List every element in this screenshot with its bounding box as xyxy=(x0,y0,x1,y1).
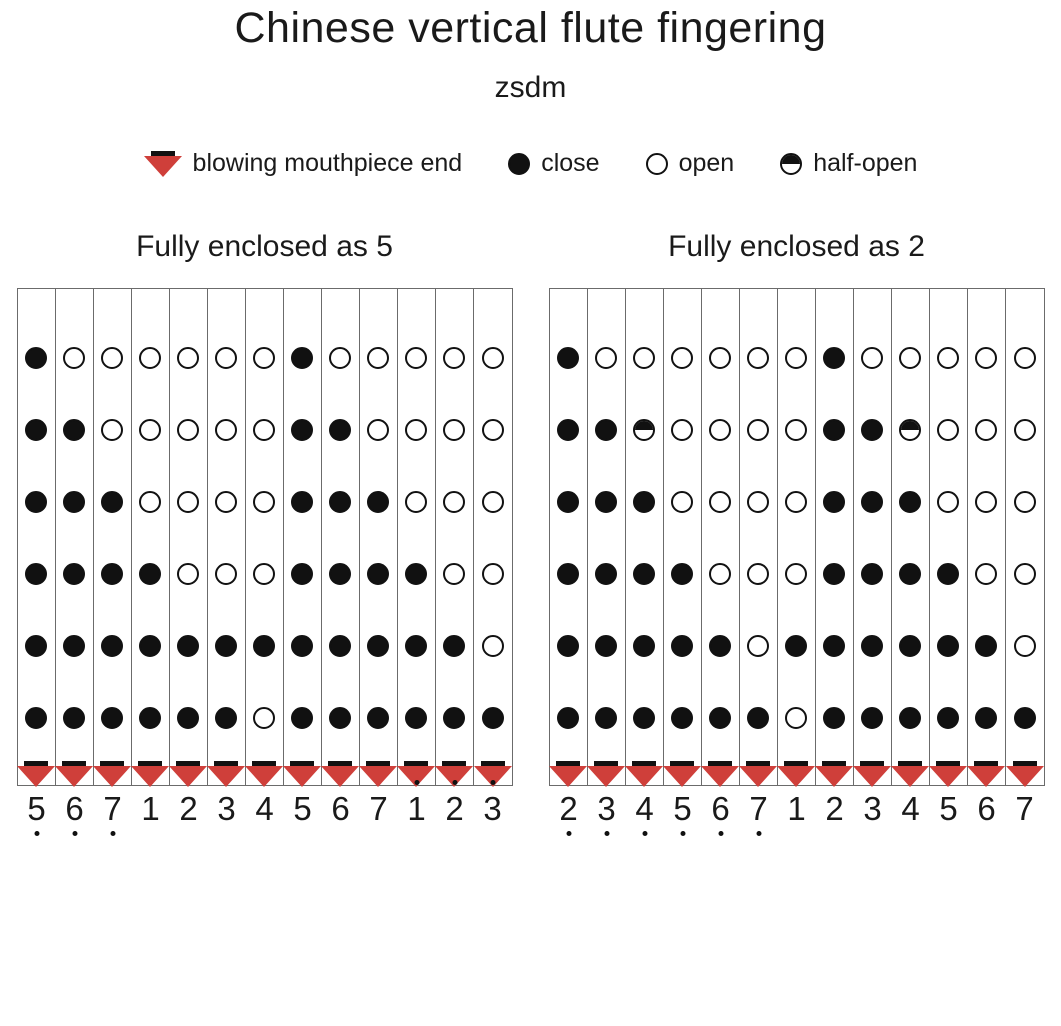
open-hole-icon xyxy=(443,563,465,585)
legend-item-close xyxy=(508,149,599,178)
fingering-column xyxy=(968,289,1006,785)
chart-title-left: Fully enclosed as 5 xyxy=(136,230,393,264)
open-hole-icon xyxy=(975,491,997,513)
legend xyxy=(0,149,1061,178)
open-hole-icon xyxy=(443,419,465,441)
open-hole-icon xyxy=(253,347,275,369)
hole-group xyxy=(785,301,807,761)
fingering-column xyxy=(550,289,588,785)
closed-hole-icon xyxy=(747,707,769,729)
closed-hole-icon xyxy=(25,707,47,729)
hole-group xyxy=(595,301,617,761)
note-label: 3 xyxy=(474,786,512,828)
note-label: 5 xyxy=(293,790,312,828)
open-hole-icon xyxy=(139,491,161,513)
fingering-column xyxy=(854,289,892,785)
fingering-column xyxy=(474,289,512,785)
legend-label-mouthpiece: blowing mouthpiece end xyxy=(192,149,463,178)
hole-group xyxy=(63,301,85,761)
note-label: 5 xyxy=(664,786,702,828)
mouthpiece-icon xyxy=(853,761,891,787)
hole-group xyxy=(139,301,161,761)
closed-hole-icon xyxy=(291,635,313,657)
open-hole-icon xyxy=(975,563,997,585)
open-hole-icon xyxy=(747,635,769,657)
open-hole-icon xyxy=(177,491,199,513)
open-hole-icon xyxy=(215,491,237,513)
closed-hole-icon xyxy=(329,635,351,657)
note-label: 3 xyxy=(863,790,882,828)
closed-hole-icon xyxy=(671,563,693,585)
octave-dot-below xyxy=(680,831,685,836)
fingering-column xyxy=(284,289,322,785)
open-hole-icon xyxy=(482,635,504,657)
fingering-column xyxy=(208,289,246,785)
hole-group xyxy=(101,301,123,761)
closed-hole-icon xyxy=(139,707,161,729)
open-hole-icon xyxy=(177,563,199,585)
closed-hole-icon xyxy=(633,491,655,513)
hole-group xyxy=(709,301,731,761)
open-hole-icon xyxy=(975,347,997,369)
closed-hole-icon xyxy=(823,563,845,585)
note-label: 3 xyxy=(217,790,236,828)
closed-hole-icon xyxy=(557,347,579,369)
closed-hole-icon xyxy=(861,635,883,657)
closed-hole-icon xyxy=(253,635,275,657)
fingering-column xyxy=(664,289,702,785)
open-hole-icon xyxy=(177,419,199,441)
closed-hole-icon xyxy=(25,491,47,513)
open-hole-icon xyxy=(329,347,351,369)
closed-hole-icon xyxy=(709,635,731,657)
open-hole-icon xyxy=(443,491,465,513)
mouthpiece-icon xyxy=(739,761,777,787)
hole-group xyxy=(671,301,693,761)
mouthpiece-icon xyxy=(17,761,55,787)
closed-hole-icon xyxy=(329,563,351,585)
fingering-column xyxy=(246,289,284,785)
open-hole-icon xyxy=(785,563,807,585)
fingering-column xyxy=(740,289,778,785)
open-hole-icon xyxy=(101,347,123,369)
closed-hole-icon xyxy=(443,635,465,657)
closed-hole-icon xyxy=(671,635,693,657)
hole-group xyxy=(215,301,237,761)
mouthpiece-icon xyxy=(625,761,663,787)
closed-hole-icon xyxy=(291,419,313,441)
octave-dot-below xyxy=(34,831,39,836)
mouthpiece-icon xyxy=(587,761,625,787)
closed-hole-icon xyxy=(937,707,959,729)
open-hole-icon xyxy=(937,347,959,369)
open-hole-icon xyxy=(1014,563,1036,585)
open-hole-icon xyxy=(482,563,504,585)
open-hole-icon xyxy=(595,347,617,369)
closed-hole-icon xyxy=(139,635,161,657)
open-hole-icon xyxy=(482,347,504,369)
note-label: 1 xyxy=(141,790,160,828)
hole-group xyxy=(329,301,351,761)
open-hole-icon xyxy=(139,347,161,369)
open-hole-icon xyxy=(747,491,769,513)
closed-hole-icon xyxy=(823,707,845,729)
closed-hole-icon xyxy=(861,707,883,729)
mouthpiece-icon xyxy=(55,761,93,787)
hole-group xyxy=(975,301,997,761)
hole-group xyxy=(633,301,655,761)
closed-hole-icon xyxy=(1014,707,1036,729)
closed-hole-icon xyxy=(899,563,921,585)
half-open-hole-icon xyxy=(899,419,921,441)
note-label: 2 xyxy=(550,786,588,828)
hole-group xyxy=(25,301,47,761)
mouthpiece-icon xyxy=(245,761,283,787)
open-hole-icon xyxy=(405,419,427,441)
closed-hole-icon xyxy=(291,347,313,369)
hole-group xyxy=(253,301,275,761)
closed-hole-icon xyxy=(215,707,237,729)
fingering-column xyxy=(132,289,170,785)
hole-group xyxy=(1014,301,1036,761)
closed-hole-icon xyxy=(101,635,123,657)
mouthpiece-icon xyxy=(321,761,359,787)
open-hole-icon xyxy=(709,419,731,441)
closed-hole-icon xyxy=(937,563,959,585)
closed-hole-icon xyxy=(443,707,465,729)
open-hole-icon xyxy=(405,491,427,513)
note-label: 4 xyxy=(255,790,274,828)
closed-hole-icon xyxy=(595,707,617,729)
open-hole-icon xyxy=(101,419,123,441)
note-label: 6 xyxy=(56,786,94,828)
note-label: 1 xyxy=(787,790,806,828)
closed-hole-icon xyxy=(633,563,655,585)
legend-item-half-open xyxy=(780,149,917,178)
mouthpiece-icon xyxy=(967,761,1005,787)
note-label: 7 xyxy=(369,790,388,828)
open-hole-icon xyxy=(747,563,769,585)
note-label: 5 xyxy=(939,790,958,828)
closed-hole-icon xyxy=(405,707,427,729)
closed-hole-icon xyxy=(508,153,530,175)
hole-group xyxy=(747,301,769,761)
closed-hole-icon xyxy=(595,635,617,657)
closed-hole-icon xyxy=(633,707,655,729)
mouthpiece-icon xyxy=(891,761,929,787)
closed-hole-icon xyxy=(291,707,313,729)
hole-group xyxy=(177,301,199,761)
closed-hole-icon xyxy=(823,419,845,441)
open-hole-icon xyxy=(215,419,237,441)
fingering-column xyxy=(360,289,398,785)
closed-hole-icon xyxy=(899,491,921,513)
open-hole-icon xyxy=(215,563,237,585)
half-open-hole-icon xyxy=(780,153,802,175)
hole-group xyxy=(443,301,465,761)
closed-hole-icon xyxy=(482,707,504,729)
mouthpiece-icon xyxy=(144,151,182,177)
chart-notes-left xyxy=(18,786,512,828)
open-hole-icon xyxy=(253,563,275,585)
fingering-column xyxy=(18,289,56,785)
mouthpiece-icon xyxy=(701,761,739,787)
fingering-column xyxy=(588,289,626,785)
mouthpiece-icon xyxy=(777,761,815,787)
open-hole-icon xyxy=(709,491,731,513)
closed-hole-icon xyxy=(633,635,655,657)
fingering-chart-right xyxy=(549,230,1045,828)
closed-hole-icon xyxy=(861,563,883,585)
hole-group xyxy=(482,301,504,761)
closed-hole-icon xyxy=(63,563,85,585)
legend-label-close: close xyxy=(541,149,600,178)
legend-label-open: open xyxy=(678,149,735,178)
open-hole-icon xyxy=(709,563,731,585)
fingering-column xyxy=(436,289,474,785)
closed-hole-icon xyxy=(785,635,807,657)
mouthpiece-icon xyxy=(929,761,967,787)
open-hole-icon xyxy=(899,347,921,369)
closed-hole-icon xyxy=(671,707,693,729)
fingering-column xyxy=(56,289,94,785)
note-label: 7 xyxy=(740,786,778,828)
mouthpiece-icon xyxy=(131,761,169,787)
closed-hole-icon xyxy=(557,563,579,585)
note-label: 4 xyxy=(901,790,920,828)
closed-hole-icon xyxy=(405,635,427,657)
fingering-column xyxy=(94,289,132,785)
mouthpiece-icon xyxy=(283,761,321,787)
open-hole-icon xyxy=(482,419,504,441)
chart-title-right: Fully enclosed as 2 xyxy=(668,230,925,264)
note-label: 6 xyxy=(331,790,350,828)
open-hole-icon xyxy=(367,347,389,369)
open-hole-icon xyxy=(1014,635,1036,657)
open-hole-icon xyxy=(937,419,959,441)
closed-hole-icon xyxy=(291,491,313,513)
open-hole-icon xyxy=(671,347,693,369)
open-hole-icon xyxy=(785,491,807,513)
open-hole-icon xyxy=(215,347,237,369)
open-hole-icon xyxy=(671,491,693,513)
closed-hole-icon xyxy=(101,707,123,729)
fingering-charts xyxy=(0,230,1061,828)
hole-group xyxy=(937,301,959,761)
hole-group xyxy=(557,301,579,761)
fingering-column xyxy=(626,289,664,785)
closed-hole-icon xyxy=(861,419,883,441)
hole-group xyxy=(291,301,313,761)
open-hole-icon xyxy=(937,491,959,513)
closed-hole-icon xyxy=(329,491,351,513)
closed-hole-icon xyxy=(823,635,845,657)
mouthpiece-icon xyxy=(663,761,701,787)
open-hole-icon xyxy=(646,153,668,175)
closed-hole-icon xyxy=(899,635,921,657)
closed-hole-icon xyxy=(63,419,85,441)
mouthpiece-icon xyxy=(1006,761,1044,787)
closed-hole-icon xyxy=(975,707,997,729)
open-hole-icon xyxy=(482,491,504,513)
open-hole-icon xyxy=(139,419,161,441)
closed-hole-icon xyxy=(899,707,921,729)
closed-hole-icon xyxy=(557,419,579,441)
fingering-column xyxy=(398,289,436,785)
octave-dot-below xyxy=(604,831,609,836)
note-label: 4 xyxy=(626,786,664,828)
octave-dot-below xyxy=(110,831,115,836)
fingering-column xyxy=(1006,289,1044,785)
chart-columns-left xyxy=(17,288,513,786)
chart-notes-right xyxy=(550,786,1044,828)
open-hole-icon xyxy=(709,347,731,369)
closed-hole-icon xyxy=(329,707,351,729)
note-label: 6 xyxy=(977,790,996,828)
closed-hole-icon xyxy=(63,491,85,513)
mouthpiece-icon xyxy=(169,761,207,787)
open-hole-icon xyxy=(1014,347,1036,369)
open-hole-icon xyxy=(785,419,807,441)
closed-hole-icon xyxy=(595,563,617,585)
octave-dot-above xyxy=(490,780,495,785)
note-label: 2 xyxy=(825,790,844,828)
open-hole-icon xyxy=(747,347,769,369)
open-hole-icon xyxy=(405,347,427,369)
note-label: 2 xyxy=(436,786,474,828)
closed-hole-icon xyxy=(139,563,161,585)
octave-dot-below xyxy=(642,831,647,836)
closed-hole-icon xyxy=(405,563,427,585)
closed-hole-icon xyxy=(367,707,389,729)
open-hole-icon xyxy=(975,419,997,441)
fingering-column xyxy=(930,289,968,785)
closed-hole-icon xyxy=(367,635,389,657)
fingering-column xyxy=(702,289,740,785)
legend-item-open xyxy=(646,149,735,178)
closed-hole-icon xyxy=(25,347,47,369)
note-label: 1 xyxy=(398,786,436,828)
fingering-column xyxy=(322,289,360,785)
open-hole-icon xyxy=(785,707,807,729)
note-label: 7 xyxy=(1015,790,1034,828)
open-hole-icon xyxy=(1014,419,1036,441)
open-hole-icon xyxy=(253,419,275,441)
open-hole-icon xyxy=(253,491,275,513)
closed-hole-icon xyxy=(177,635,199,657)
hole-group xyxy=(861,301,883,761)
page-title: Chinese vertical flute fingering xyxy=(234,4,827,52)
closed-hole-icon xyxy=(367,491,389,513)
mouthpiece-icon xyxy=(93,761,131,787)
closed-hole-icon xyxy=(63,635,85,657)
mouthpiece-icon xyxy=(359,761,397,787)
closed-hole-icon xyxy=(595,419,617,441)
closed-hole-icon xyxy=(367,563,389,585)
legend-label-half-open: half-open xyxy=(813,149,918,178)
closed-hole-icon xyxy=(557,491,579,513)
note-label: 2 xyxy=(179,790,198,828)
note-label: 3 xyxy=(588,786,626,828)
closed-hole-icon xyxy=(823,347,845,369)
page-subtitle: zsdm xyxy=(494,71,567,105)
closed-hole-icon xyxy=(595,491,617,513)
open-hole-icon xyxy=(633,347,655,369)
open-hole-icon xyxy=(253,707,275,729)
open-hole-icon xyxy=(367,419,389,441)
closed-hole-icon xyxy=(101,563,123,585)
hole-group xyxy=(367,301,389,761)
octave-dot-below xyxy=(72,831,77,836)
closed-hole-icon xyxy=(25,563,47,585)
closed-hole-icon xyxy=(975,635,997,657)
fingering-chart-left xyxy=(17,230,513,828)
octave-dot-above xyxy=(414,780,419,785)
closed-hole-icon xyxy=(25,419,47,441)
closed-hole-icon xyxy=(861,491,883,513)
open-hole-icon xyxy=(747,419,769,441)
octave-dot-above xyxy=(452,780,457,785)
note-label: 7 xyxy=(94,786,132,828)
hole-group xyxy=(899,301,921,761)
note-label: 6 xyxy=(702,786,740,828)
closed-hole-icon xyxy=(557,707,579,729)
closed-hole-icon xyxy=(215,635,237,657)
closed-hole-icon xyxy=(177,707,199,729)
octave-dot-below xyxy=(566,831,571,836)
fingering-column xyxy=(778,289,816,785)
open-hole-icon xyxy=(63,347,85,369)
closed-hole-icon xyxy=(823,491,845,513)
open-hole-icon xyxy=(671,419,693,441)
open-hole-icon xyxy=(1014,491,1036,513)
open-hole-icon xyxy=(861,347,883,369)
mouthpiece-icon xyxy=(549,761,587,787)
octave-dot-below xyxy=(756,831,761,836)
mouthpiece-icon xyxy=(207,761,245,787)
mouthpiece-icon xyxy=(815,761,853,787)
fingering-column xyxy=(892,289,930,785)
closed-hole-icon xyxy=(25,635,47,657)
fingering-column xyxy=(816,289,854,785)
half-open-hole-icon xyxy=(633,419,655,441)
closed-hole-icon xyxy=(63,707,85,729)
octave-dot-below xyxy=(718,831,723,836)
fingering-column xyxy=(170,289,208,785)
hole-group xyxy=(405,301,427,761)
closed-hole-icon xyxy=(937,635,959,657)
closed-hole-icon xyxy=(101,491,123,513)
open-hole-icon xyxy=(177,347,199,369)
open-hole-icon xyxy=(785,347,807,369)
closed-hole-icon xyxy=(557,635,579,657)
legend-item-mouthpiece xyxy=(144,149,463,178)
closed-hole-icon xyxy=(291,563,313,585)
note-label: 5 xyxy=(18,786,56,828)
closed-hole-icon xyxy=(709,707,731,729)
open-hole-icon xyxy=(443,347,465,369)
hole-group xyxy=(823,301,845,761)
chart-columns-right xyxy=(549,288,1045,786)
closed-hole-icon xyxy=(329,419,351,441)
